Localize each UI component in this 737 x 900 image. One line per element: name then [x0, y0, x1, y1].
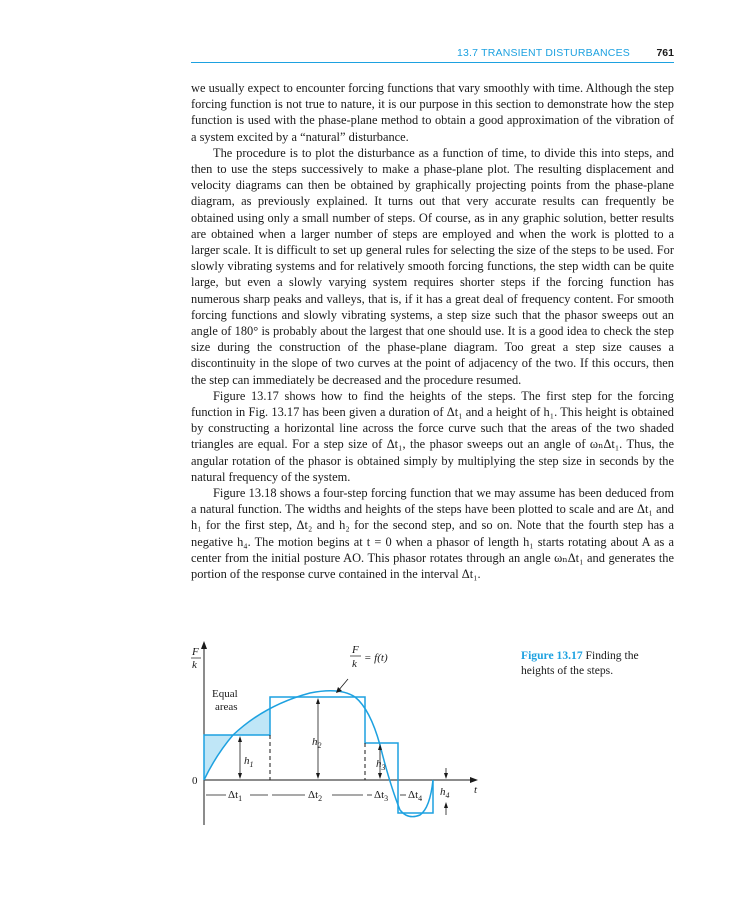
equal-areas-line2: areas: [215, 701, 238, 713]
h1-arrowhead-bottom: [238, 773, 242, 779]
h2-label: $h_2$: [312, 736, 322, 750]
origin-label: 0: [192, 775, 198, 787]
paragraph: we usually expect to encounter forcing functions that vary smoothly with time. Although the step forcing function is not true to nature, it is our purpose in this section to demonstrate how the step function is used with the phase-plane method to obtain a good approximation of the vibration of a system excited by a “natural” disturbance.: [191, 81, 674, 144]
x-axis-arrow: [470, 777, 478, 783]
dt2-label: $\Delta t_2$: [308, 789, 323, 803]
figure-caption: [521, 648, 671, 678]
h1-arrowhead-top: [238, 736, 242, 742]
dt4-label: $\Delta t_4$: [408, 789, 423, 803]
equal-areas-line1: Equal: [212, 688, 238, 700]
h3-label: $h_3$: [376, 758, 386, 772]
y-axis-label-F: F: [192, 646, 199, 658]
paragraph: Figure 13.17 shows how to find the heights of the steps. The first step for the forcing function in Fig. 13.17 has been given a duration of Δt₁ and a height of h₁. This height is obtained by constructing a horizontal line across the force curve such that the areas of the two shaded triangles are equal. For a step size of Δt₁, the phasor sweeps out an angle of ωₙΔt₁. Thus, the angular rotation of the phasor is obtained simply by multiplying the step size in seconds by the natural frequency of the system.: [191, 388, 674, 484]
h4-arrowhead-bottom: [444, 802, 448, 808]
x-axis-label-t: t: [474, 784, 478, 796]
h4-label: $h_4$: [440, 786, 450, 800]
running-header: [191, 47, 674, 63]
fn-label-k: k: [352, 658, 357, 670]
fn-label-eq: = f(t): [364, 652, 388, 664]
h3-arrowhead-top: [378, 744, 382, 750]
dt3-label: $\Delta t_3$: [374, 789, 389, 803]
paragraph: Figure 13.18 shows a four-step forcing function that we may assume has been deduced from a natural function. The widths and heights of the steps have been plotted to scale and are Δt₁ and h₁ for the first step, Δt₂ and h₂ for the second step, and so on. Note that the fourth step has a negative h₄. The motion begins at t = 0 when a phasor of length h₁ starts rotating about A as a center from the initial posture AO. This phasor rotates through an angle ωₙΔt₁ and generates the portion of the response curve contained in the interval Δt₁.: [191, 486, 674, 582]
y-axis-label-k: k: [192, 659, 197, 671]
section-title: 13.7 TRANSIENT DISTURBANCES: [456, 47, 630, 59]
paragraph: The procedure is to plot the disturbance as a function of time, to divide this into steps, and then to use the steps successively to make a phase-plane plot. The resulting displacement and velocity diagrams can then be obtained by graphically projecting points from the phase-plane diagram, as previously explained. It turns out that very accurate results can frequently be obtained using only a small number of steps. Of course, as in any graphic solution, better results are obtained when a larger number of steps are employed and when the work is plotted to a larger scale. It is difficult to set up general rules for selecting the size of the steps to be used. For slowly vibrating systems and for relatively smooth forcing functions, the step width can be quite large, but even a slowly varying system requires shorter steps if the forcing function has numerous sharp peaks and valleys, that is, if it has a great deal of frequency content. For smooth forcing functions and slowly vibrating systems, a step size such that the phasor sweeps out an angle of 180° is probably about the largest that one should use. It is a good idea to check the step size during the construction of the phase-plane diagram. Too great a step size causes a discontinuity in the slope of two curves at the point of adjacency of the two. If this occurs, then the step can immediately be decreased and the procedure resumed.: [191, 145, 674, 387]
h3-arrowhead-bottom: [378, 773, 382, 779]
page-number: 761: [656, 47, 674, 59]
fn-label-F: F: [352, 644, 359, 656]
h4-arrowhead-top: [444, 773, 448, 779]
h2-arrowhead-bottom: [316, 773, 320, 779]
dt1-label: $\Delta t_1$: [228, 789, 243, 803]
h1-label: $h_1$: [244, 755, 254, 769]
caption-text: Finding the heights of the steps.: [521, 649, 639, 677]
body-text: [191, 80, 674, 582]
figure-13-17: [180, 635, 500, 835]
h2-arrowhead-top: [316, 698, 320, 704]
caption-label: Figure 13.17: [521, 649, 583, 662]
y-axis-arrow: [201, 641, 207, 649]
shaded-area-lower: [204, 735, 233, 780]
header-rule: [191, 62, 674, 63]
